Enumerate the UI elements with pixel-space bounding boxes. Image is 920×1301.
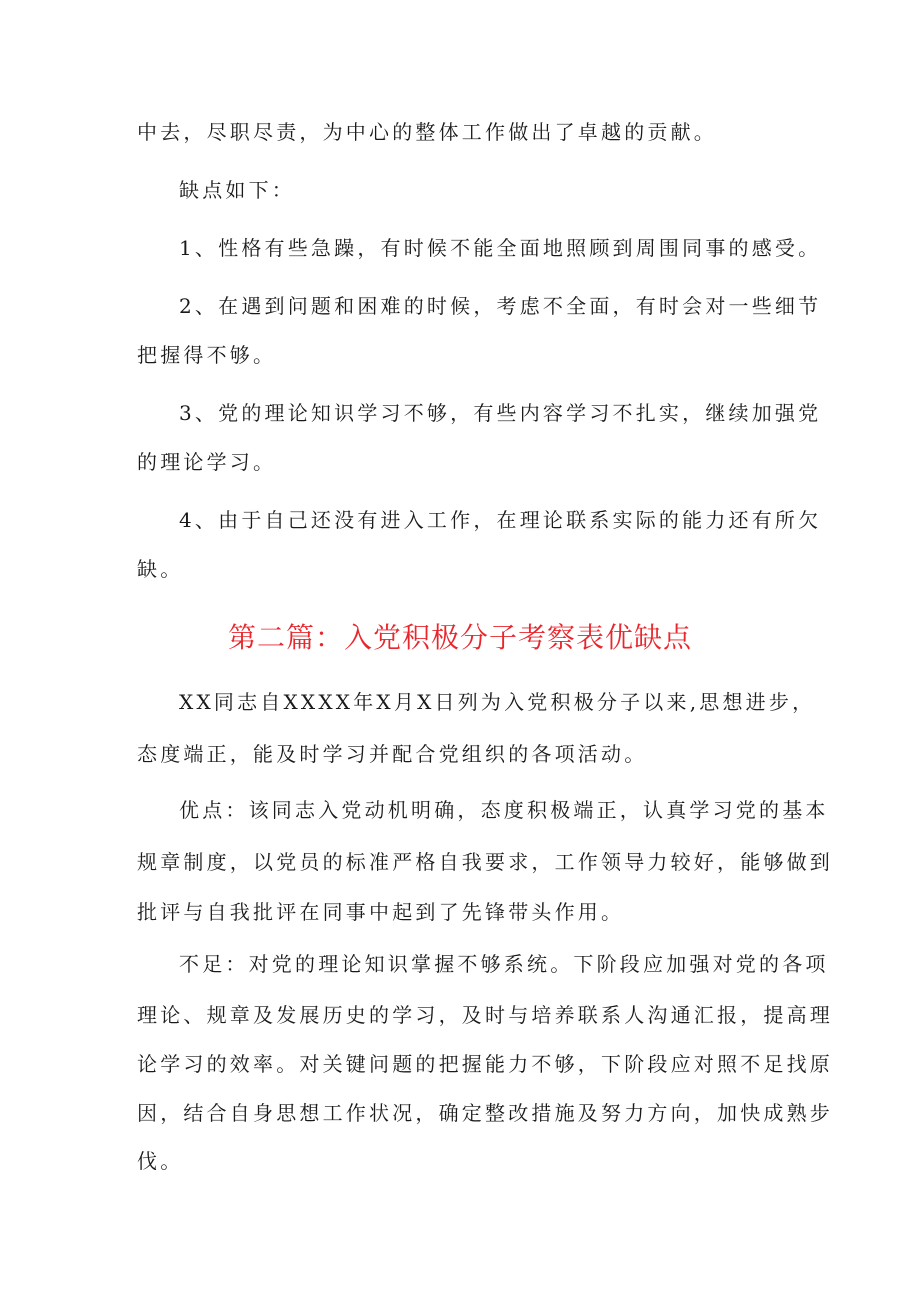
merits-line-2: 规章制度，以党员的标准严格自我要求，工作领导力较好，能够做到 xyxy=(137,850,833,874)
section-title: 第二篇：入党积极分子考察表优缺点 xyxy=(227,621,692,654)
shortcoming-item-3-line-1: 3、党的理论知识学习不够，有些内容学习不扎实，继续加强党 xyxy=(179,401,822,425)
deficits-line-2: 理论、规章及发展历史的学习，及时与培养联系人沟通汇报，提高理 xyxy=(137,1003,833,1027)
shortcoming-item-2-line-2: 把握得不够。 xyxy=(137,343,277,367)
deficits-line-1: 不足：对党的理论知识掌握不够系统。下阶段应加强对党的各项 xyxy=(179,952,829,976)
deficits-line-4: 因，结合自身思想工作状况，确定整改措施及努力方向，加快成熟步 xyxy=(137,1101,833,1125)
deficits-line-3: 论学习的效率。对关键问题的把握能力不够，下阶段应对照不足找原 xyxy=(137,1052,833,1076)
merits-line-1: 优点：该同志入党动机明确，态度积极端正，认真学习党的基本 xyxy=(179,798,829,822)
shortcoming-item-1: 1、性格有些急躁，有时候不能全面地照顾到周围同事的感受。 xyxy=(179,236,822,260)
shortcoming-item-4-line-2: 缺。 xyxy=(137,557,184,581)
merits-line-3: 批评与自我批评在同事中起到了先锋带头作用。 xyxy=(137,900,625,924)
shortcoming-item-3-line-2: 的理论学习。 xyxy=(137,450,277,474)
intro-line-2: 态度端正，能及时学习并配合党组织的各项活动。 xyxy=(137,742,648,766)
deficits-line-5: 伐。 xyxy=(137,1149,184,1173)
shortcoming-item-2-line-1: 2、在遇到问题和困难的时候，考虑不全面，有时会对一些细节 xyxy=(179,294,822,318)
intro-line-1: XX同志自XXXX年X月X日列为入党积极分子以来,思想进步， xyxy=(179,690,816,714)
shortcoming-item-4-line-1: 4、由于自己还没有进入工作，在理论联系实际的能力还有所欠 xyxy=(179,508,822,532)
shortcomings-heading: 缺点如下： xyxy=(179,178,295,202)
continuation-line: 中去，尽职尽责，为中心的整体工作做出了卓越的贡献。 xyxy=(137,120,717,144)
